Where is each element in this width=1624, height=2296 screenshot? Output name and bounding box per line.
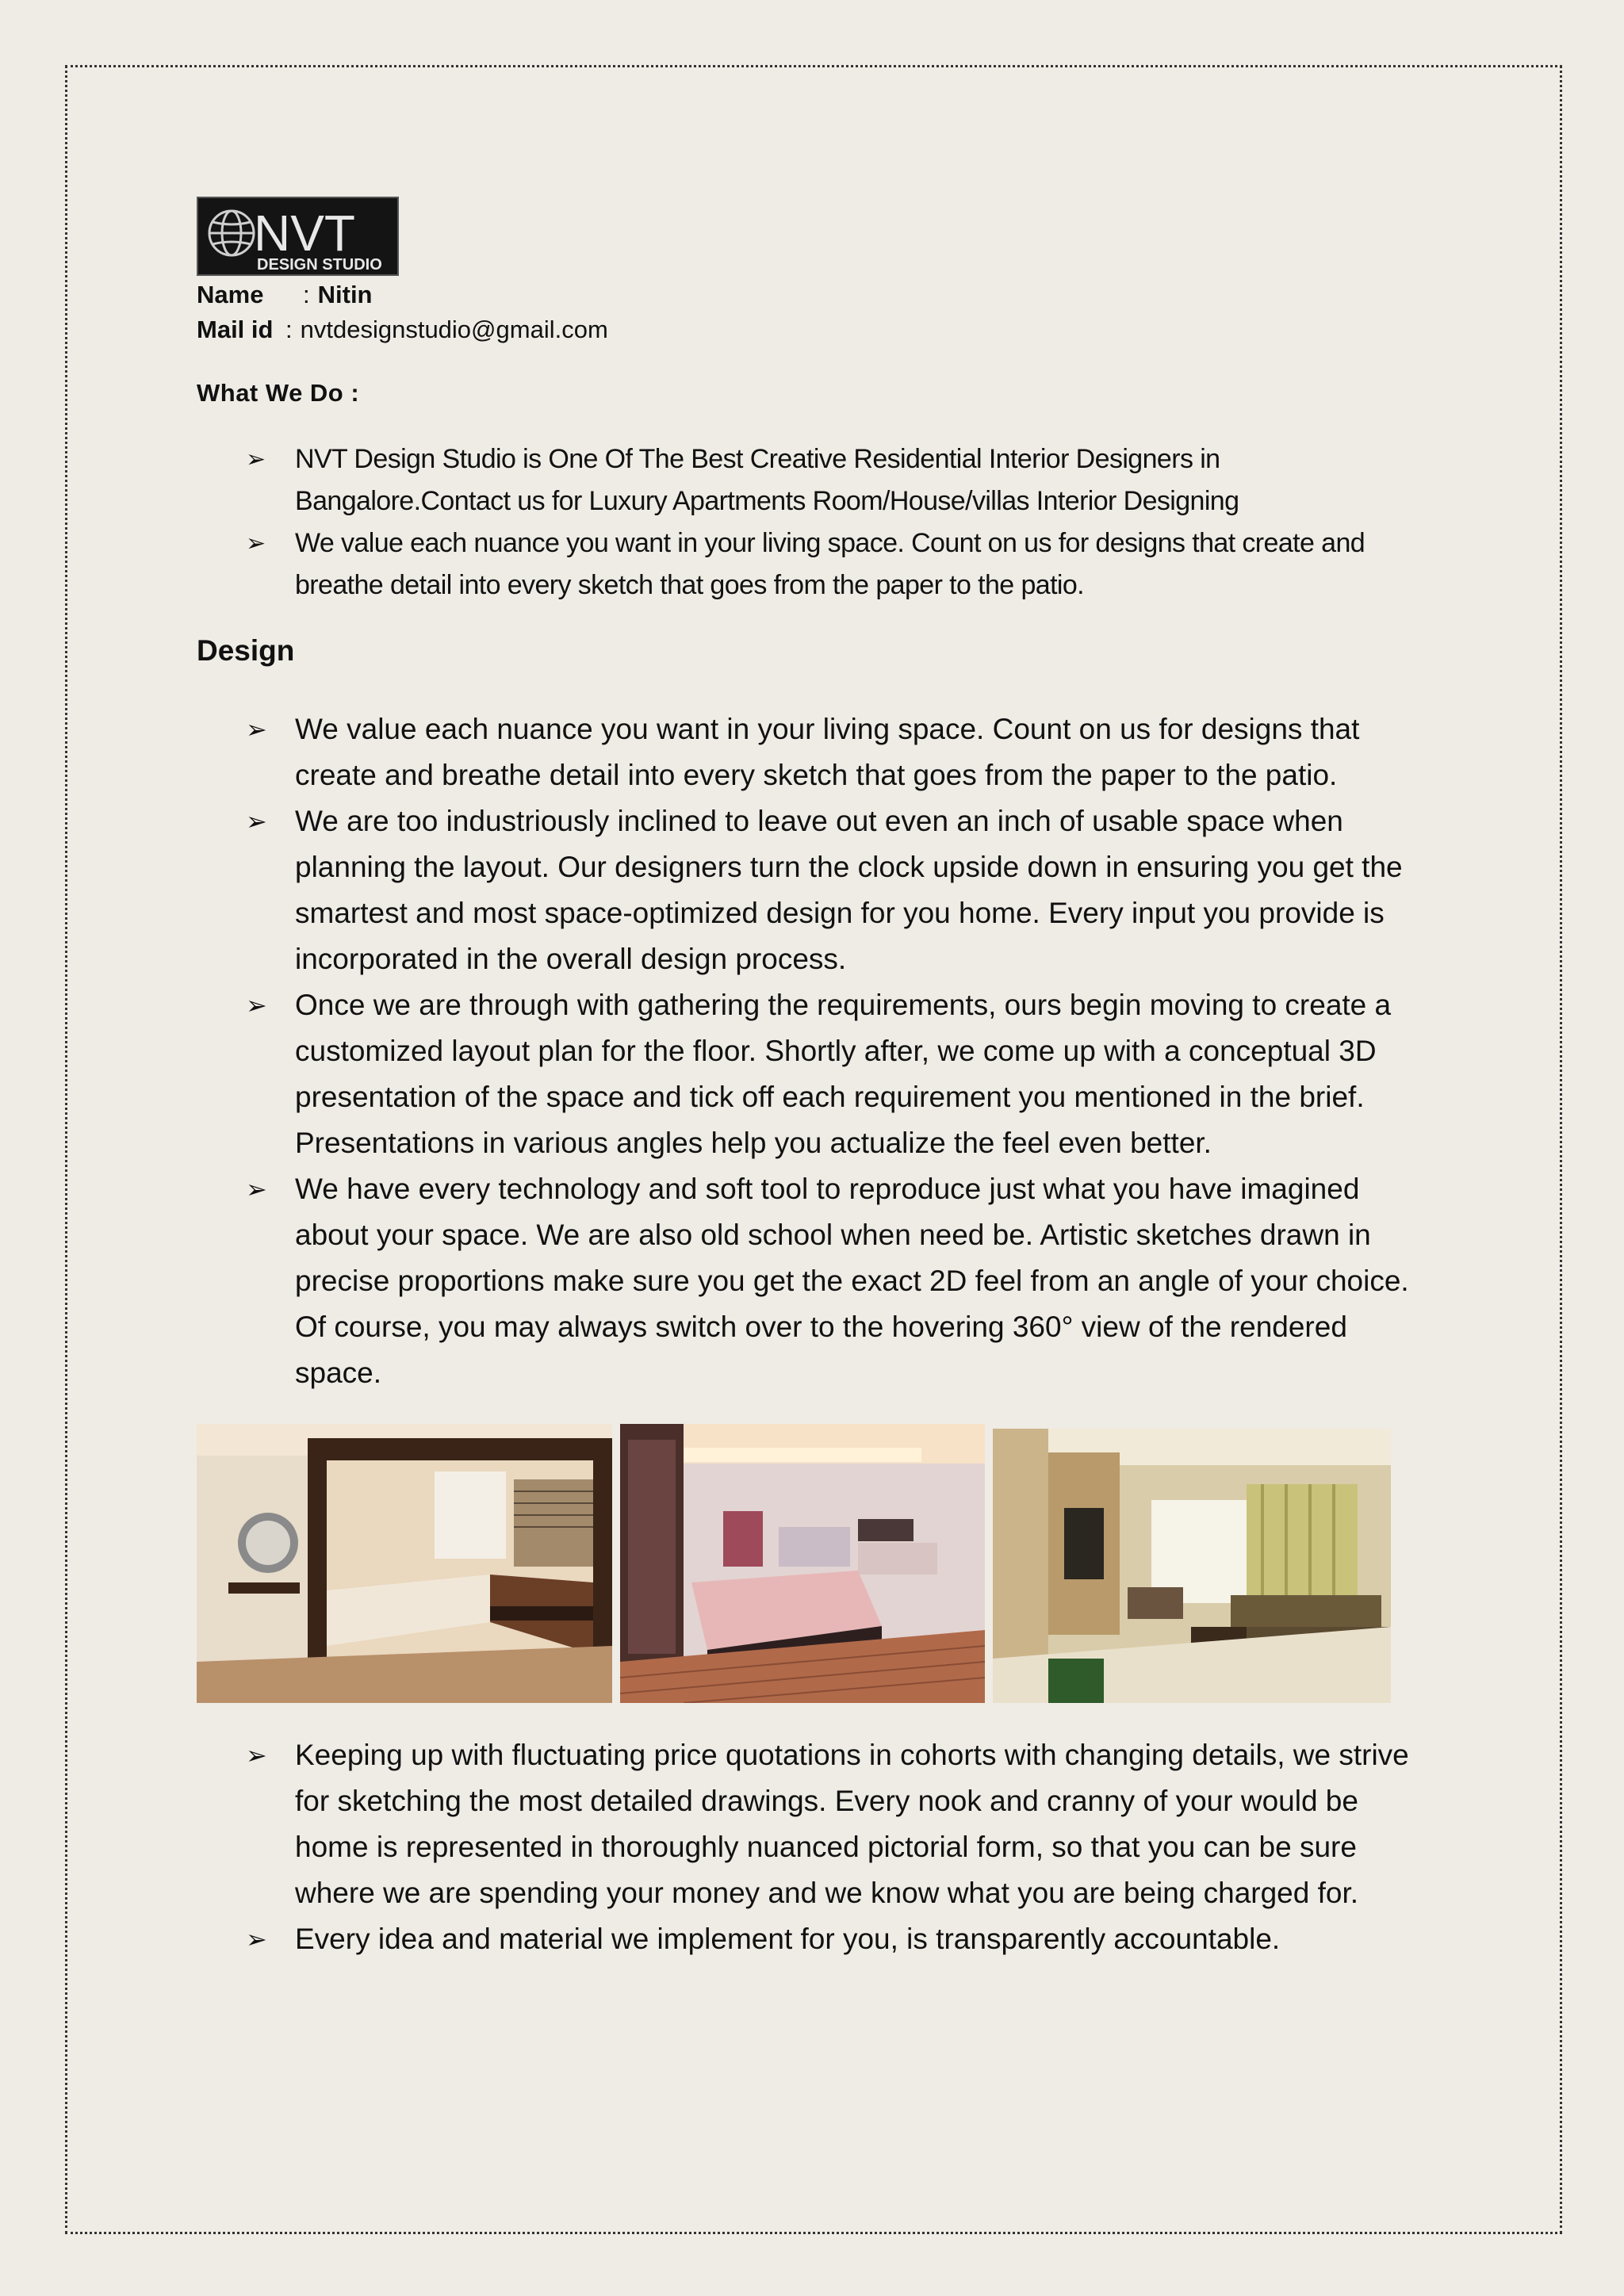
list-item [197, 1916, 1434, 1962]
interior-photo-living-room [993, 1429, 1391, 1703]
nvt-design-studio-logo [197, 197, 399, 276]
arrow-bullet-icon: ➢ [246, 530, 266, 557]
contact-block [197, 277, 608, 347]
mail-value[interactable]: nvtdesignstudio@gmail.com [300, 316, 608, 343]
list-item-text: We are too industriously inclined to leave out even an inch of usable space when planning the layout. Our designers turn the clock upside down in ensuring you get the smartest and most space-optimized design for you home. Every input you provide is incorporated in the overall design process. [295, 805, 1403, 975]
list-item [197, 1732, 1434, 1916]
list-item [197, 522, 1434, 607]
interior-photo-bedroom [620, 1424, 985, 1703]
list-item-text: We value each nuance you want in your living space. Count on us for designs that create and breathe detail into every sketch that goes from the paper to the patio. [295, 713, 1360, 791]
mail-row [197, 312, 608, 347]
what-we-do-heading: What We Do : [197, 379, 360, 407]
arrow-bullet-icon: ➢ [246, 806, 267, 836]
list-item-text: NVT Design Studio is One Of The Best Creative Residential Interior Designers in Bangalore.Contact us for Luxury Apartments Room/House/villas Interior Designing [295, 444, 1239, 516]
mail-label: Mail id [197, 316, 274, 343]
name-value: Nitin [317, 281, 373, 308]
interior-photo-kitchen [197, 1424, 612, 1703]
arrow-bullet-icon: ➢ [246, 446, 266, 473]
list-item-text: We have every technology and soft tool to reproduce just what you have imagined about your space. We are also old school when need be. Artistic sketches drawn in precise proportions make sure you get the exact 2D feel from an angle of your choice. Of course, you may always switch over to the hovering 360° view of the rendered space. [295, 1173, 1409, 1389]
mail-separator: : [285, 316, 293, 343]
list-item-text: Keeping up with fluctuating price quotations in cohorts with changing details, we strive for sketching the most detailed drawings. Every nook and cranny of your would be home is represented in thoroughly nuanced pictorial form, so that you can be sure where we are spending your money and we know what you are being charged for. [295, 1739, 1409, 1909]
list-item [197, 706, 1434, 798]
list-item [197, 438, 1434, 522]
logo-wordmark: NVT [254, 205, 355, 262]
arrow-bullet-icon: ➢ [246, 1924, 267, 1954]
what-we-do-list [197, 438, 1434, 607]
design-heading: Design [197, 634, 295, 667]
name-label: Name [197, 281, 264, 308]
design-list-continued [197, 1732, 1434, 1962]
arrow-bullet-icon: ➢ [246, 1740, 267, 1770]
list-item-text: Every idea and material we implement for you, is transparently accountable. [295, 1923, 1281, 1955]
list-item [197, 1166, 1434, 1396]
arrow-bullet-icon: ➢ [246, 714, 267, 744]
name-row [197, 277, 608, 312]
design-list [197, 706, 1434, 1396]
list-item-text: Once we are through with gathering the requirements, ours begin moving to create a customized layout plan for the floor. Shortly after, we come up with a conceptual 3D presentation of the space and tick off each requirement you mentioned in the brief. Presentations in various angles help you actualize the feel even better. [295, 989, 1392, 1159]
list-item [197, 798, 1434, 982]
globe-icon [209, 211, 254, 255]
list-item [197, 982, 1434, 1166]
name-separator: : [303, 281, 310, 308]
logo-subtext: DESIGN STUDIO [257, 256, 382, 274]
list-item-text: We value each nuance you want in your living space. Count on us for designs that create and breathe detail into every sketch that goes from the paper to the patio. [295, 528, 1365, 600]
arrow-bullet-icon: ➢ [246, 990, 267, 1020]
arrow-bullet-icon: ➢ [246, 1174, 267, 1204]
